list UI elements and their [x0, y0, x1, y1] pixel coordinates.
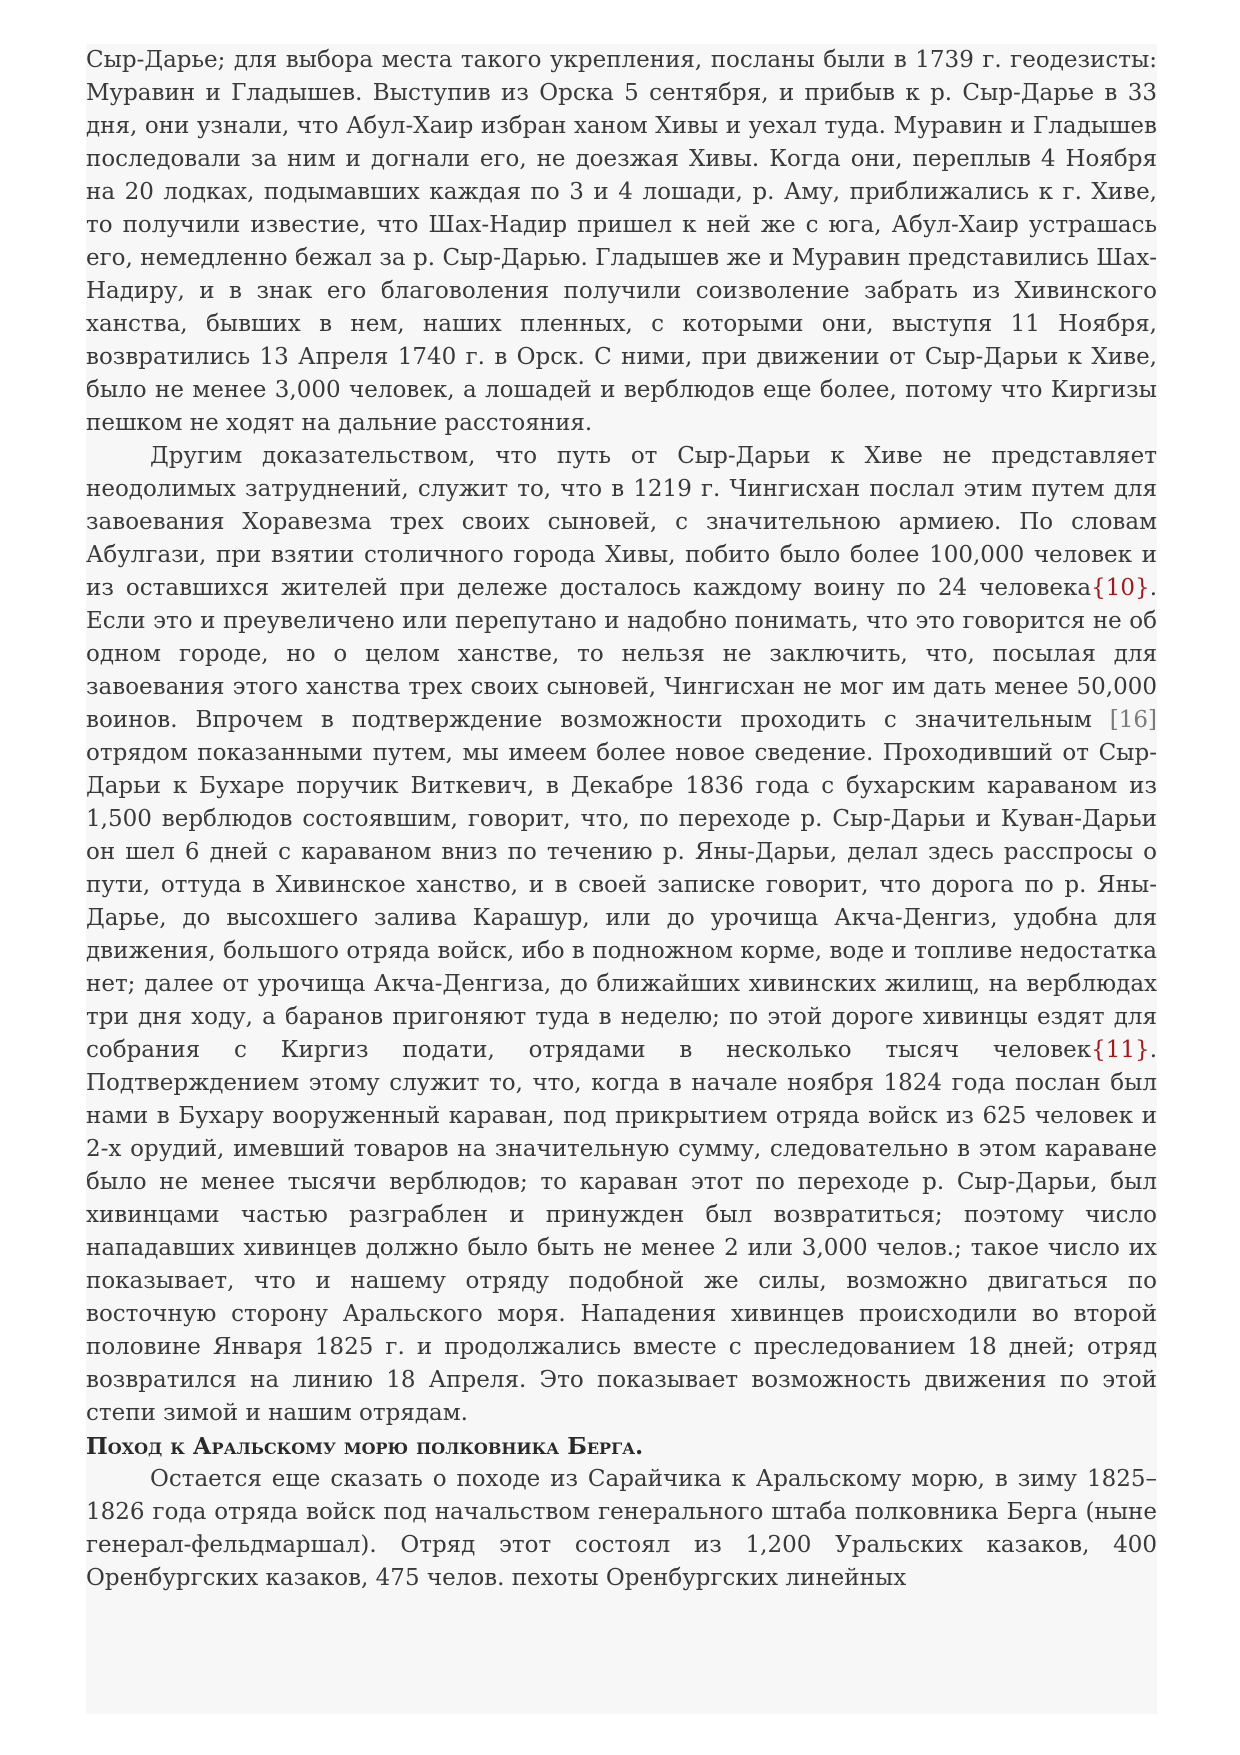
- document-page: [86, 44, 1157, 1714]
- paragraph-1: Сыр-Дарье; для выбора места такого укрепления, посланы были в 1739 г. геодезисты: Муравин и Гладышев. Выступив из Орска 5 сентября, и прибыв к р. Сыр-Дарье в 33 дня, они узнали, что Абул-Хаир избран ханом Хивы и уехал туда. Муравин и Гладышев последовали за ним и догнали его, не доезжая Хивы. Когда они, переплыв 4 Ноября на 20 лодках, подымавших каждая по 3 и 4 лошади, р. Аму, приближались к г. Хиве, то получили известие, что Шах-Надир пришел к ней же с юга, Абул-Хаир устрашась его, немедленно бежал за р. Сыр-Дарью. Гладышев же и Муравин представились Шах-Надиру, и в знак его благоволения получили соизволение забрать из Хивинского ханства, бывших в нем, наших пленных, с которыми они, выступя 11 Ноября, возвратились 13 Апреля 1740 г. в Орск. С ними, при движении от Сыр-Дарьи к Хиве, было не менее 3,000 человек, а лошадей и верблюдов еще более, потому что Киргизы пешком не ходят на дальние расстояния.: [86, 47, 1157, 436]
- paragraph-3: Остается еще сказать о походе из Сарайчика к Аральскому морю, в зиму 1825–1826 года отряда войск под начальством генерального штаба полковника Берга (ныне генерал-фельдмаршал). Отряд этот состоял из 1,200 Уральских казаков, 400 Оренбургских казаков, 475 челов. пехоты Оренбургских линейных: [86, 1466, 1157, 1591]
- page-marker: [16]: [1109, 707, 1157, 733]
- paragraph-2-text-b: . Если это и преувеличено или перепутано и надобно понимать, что это говорится не об одном городе, но о целом ханстве, то нельзя не заключить, что, посылая для завоевания этого ханства трех своих сыновей, Чингисхан не мог им дать менее 50,000 воинов. Впрочем в подтверждение возможности проходить с значительным: [86, 575, 1157, 733]
- paragraph-2: [86, 440, 1157, 1430]
- paragraph-2-text-c: отрядом показанными путем, мы имеем более новое сведение. Проходивший от Сыр-Дарьи к Бухаре поручик Виткевич, в Декабре 1836 года с бухарским караваном из 1,500 верблюдов состоявшим, говорит, что, по переходе р. Сыр-Дарьи и Куван-Дарьи он шел 6 дней с караваном вниз по течению р. Яны-Дарьи, делал здесь расспросы о пути, оттуда в Хивинское ханство, и в своей записке говорит, что дорога по р. Яны-Дарье, до высохшего залива Карашур, или до урочища Акча-Денгиз, удобна для движения, большого отряда войск, ибо в подножном корме, воде и топливе недостатка нет; далее от урочища Акча-Денгиза, до ближайших хивинских жилищ, на верблюдах три дня ходу, а баранов пригоняют туда в неделю; по этой дороге хивинцы ездят для собрания с Киргиз подати, отрядами в несколько тысяч человек: [86, 740, 1157, 1063]
- paragraph-2-text-d: . Подтверждением этому служит то, что, когда в начале ноября 1824 года послан был нами в Бухару вооруженный караван, под прикрытием отряда войск из 625 человек и 2-х орудий, имевший товаров на значительную сумму, следовательно в этом караване было не менее тысячи верблюдов; то караван этот по переходе р. Сыр-Дарьи, был хивинцами частью разграблен и принужден был возвратиться; поэтому число нападавших хивинцев должно было быть не менее 2 или 3,000 челов.; такое число их показывает, что и нашему отряду подобной же силы, возможно двигаться по восточную сторону Аральского моря. Нападения хивинцев происходили во второй половине Января 1825 г. и продолжались вместе с преследованием 18 дней; отряд возвратился на линию 18 Апреля. Это показывает возможность движения по этой степи зимой и нашим отрядам.: [86, 1037, 1157, 1426]
- section-heading: Поход к Аральскому морю полковника Берга.: [86, 1433, 644, 1460]
- footnote-link-10[interactable]: {10}: [1091, 575, 1150, 601]
- paragraph-2-text-a: Другим доказательством, что путь от Сыр-Дарьи к Хиве не представляет неодолимых затруднений, служит то, что в 1219 г. Чингисхан послал этим путем для завоевания Хоравезма трех своих сыновей, с значительною армиею. По словам Абулгази, при взятии столичного города Хивы, побито было более 100,000 человек и из оставшихся жителей при дележе досталось каждому воину по 24 человека: [86, 443, 1157, 601]
- footnote-link-11[interactable]: {11}: [1091, 1037, 1150, 1063]
